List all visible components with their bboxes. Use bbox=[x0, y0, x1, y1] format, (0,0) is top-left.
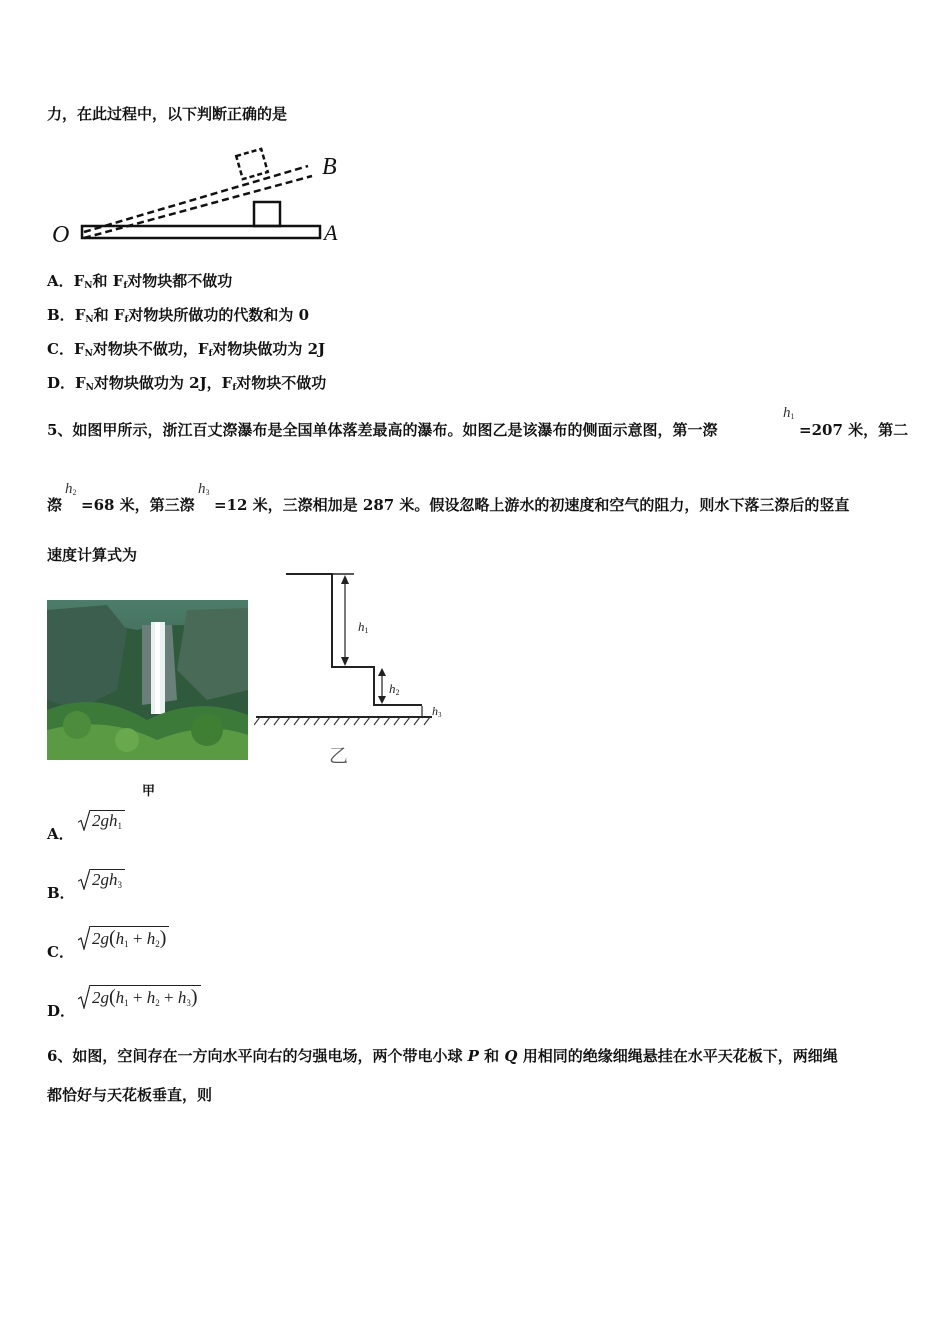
q6-line-1: 6、如图，空间存在一方向水平向右的匀强电场，两个带电小球 P 和 Q 用相同的绝缘细绳悬挂在水平天花板下，两细绳 bbox=[47, 1047, 838, 1065]
caption-yi: 乙 bbox=[329, 745, 349, 767]
ground-hatch bbox=[254, 717, 430, 725]
q6-line-2: 都恰好与天花板垂直，则 bbox=[47, 1086, 213, 1104]
q5-option-d-formula: $2g(h_1 + h_2 + h_3)$ bbox=[78, 985, 201, 1009]
q5-line-2c: =12 米，三漈相加是 287 米。假设忽略上游水的初速度和空气的阻力，则水下落三漈后的竖直 bbox=[214, 496, 850, 514]
q4-stem-tail: 力，在此过程中，以下判断正确的是 bbox=[47, 105, 288, 123]
ball-p-label: P bbox=[467, 1047, 479, 1065]
caption-jia: 甲 bbox=[142, 784, 156, 799]
block-raised bbox=[236, 149, 268, 179]
q5-line-1b: =207 米，第二 bbox=[799, 421, 909, 439]
q5-option-a-formula: $2gh_1$ bbox=[78, 810, 125, 831]
incline-diagram bbox=[50, 142, 360, 247]
q5-h2-inline: $h_2$ bbox=[65, 481, 77, 497]
ball-q-label: Q bbox=[504, 1047, 518, 1065]
waterfall-photo bbox=[47, 600, 248, 760]
q5-h3-inline: $h_3$ bbox=[198, 481, 210, 497]
q5-line-3: 速度计算式为 bbox=[47, 546, 138, 564]
label-o: O bbox=[52, 222, 70, 247]
q5-option-d-letter[interactable]: D． bbox=[47, 1002, 76, 1020]
q5-option-c-letter[interactable]: C． bbox=[47, 943, 74, 961]
q5-option-b-formula: $2gh_3$ bbox=[78, 869, 125, 890]
q4-option-b[interactable]: B．$F_N$和 $F_f$对物块所做功的代数和为 0 bbox=[47, 306, 310, 325]
q5-option-a-letter[interactable]: A． bbox=[47, 825, 74, 843]
waterfall-schematic bbox=[254, 565, 454, 770]
q5-h1-inline: $h_1$ bbox=[783, 405, 795, 421]
cliff-profile bbox=[286, 574, 422, 705]
q4-option-d[interactable]: D．$F_N$对物块做功为 2J，$F_f$对物块不做功 bbox=[47, 374, 327, 393]
label-h2: h2 bbox=[389, 681, 400, 697]
label-b: B bbox=[322, 154, 337, 180]
q4-option-a[interactable]: A．$F_N$和 $F_f$对物块都不做功 bbox=[47, 272, 233, 291]
q4-option-c[interactable]: C．$F_N$对物块不做功，$F_f$对物块做功为 2J bbox=[47, 340, 326, 359]
q5-line-2b: =68 米，第三漈 bbox=[81, 496, 195, 514]
dashed-plank-top bbox=[84, 166, 308, 232]
label-h1: h1 bbox=[358, 619, 369, 635]
q5-option-c-formula: $2g(h_1 + h_2)$ bbox=[78, 926, 169, 950]
label-h3: h3 bbox=[432, 704, 442, 719]
q5-line-2a: 漈 bbox=[47, 496, 63, 514]
q5-line-1a: 5、如图甲所示，浙江百丈漈瀑布是全国单体落差最高的瀑布。如图乙是该瀑布的侧面示意图，第一漈 bbox=[47, 421, 718, 439]
label-a: A bbox=[324, 220, 338, 245]
q5-option-b-letter[interactable]: B． bbox=[47, 884, 75, 902]
block-at-rest bbox=[254, 202, 280, 226]
dashed-plank-bottom bbox=[84, 176, 312, 238]
